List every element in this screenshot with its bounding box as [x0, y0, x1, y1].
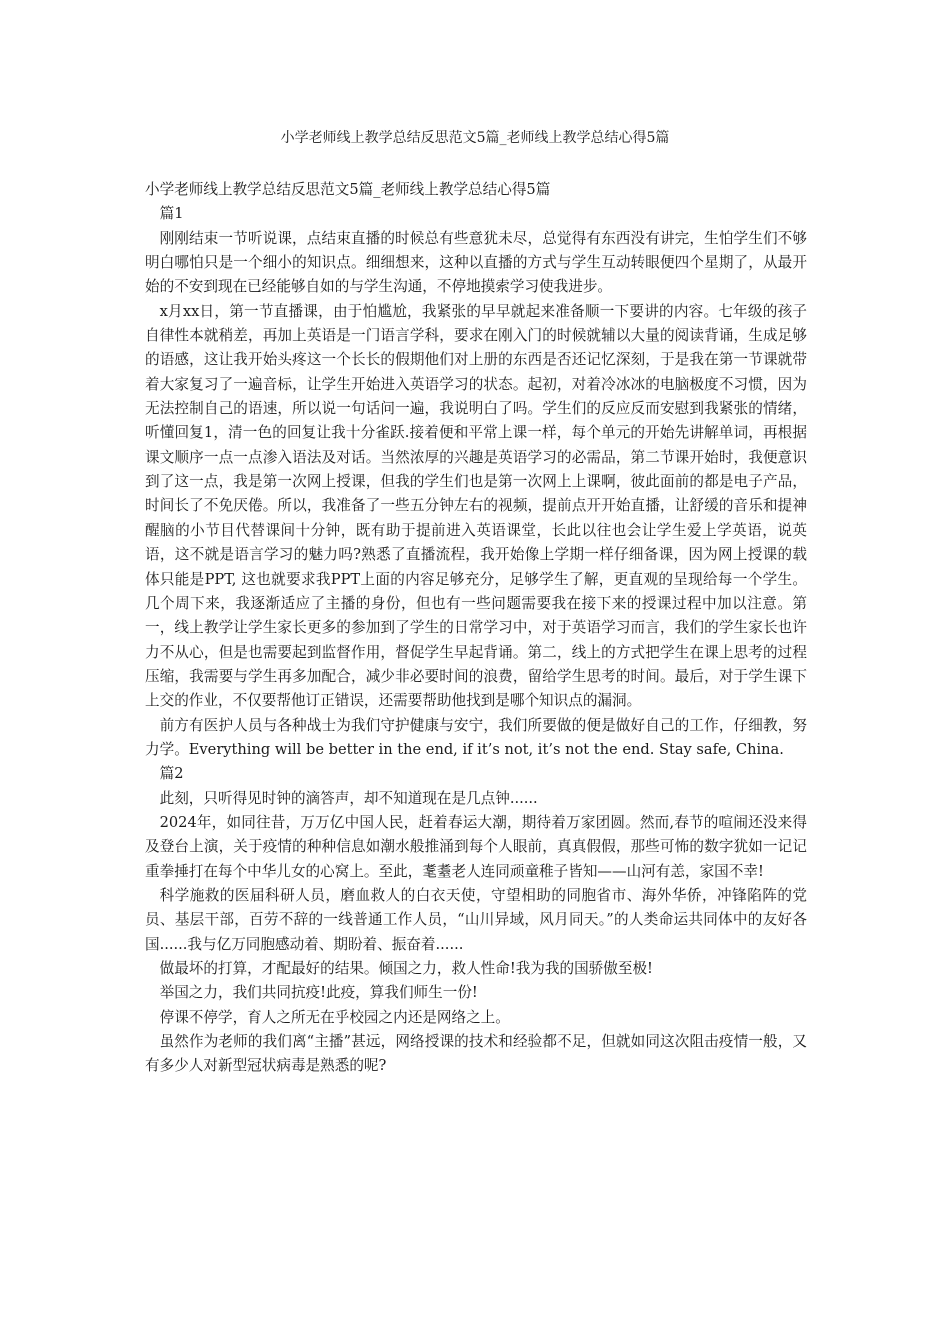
paragraph: 举国之力，我们共同抗疫!此疫，算我们师生一份!	[159, 984, 478, 1002]
paragraph: 前方有医护人员与各种战士为我们守护健康与安宁，我们所要做的便是做好自己的工作，仔细教，努力学。Everything will be better in the end, if it’s not, it’s not the end. Stay safe, China.	[145, 716, 807, 758]
paragraph: x月xx日，第一节直播课，由于怕尴尬，我紧张的早早就起来准备顺一下要讲的内容。七年级的孩子自律性本就稍差，再加上英语是一门语言学科，要求在刚入门的时候就辅以大量的阅读背诵，生成足够的语感，这让我开始头疼这一个长长的假期他们对上册的东西是否还记忆深刻，于是我在第一节课就带着大家复习了一遍音标，让学生开始进入英语学习的状态。起初，对着冷冰冰的电脑极度不习惯，因为无法控制自己的语速，所以说一句话问一遍，我说明白了吗。学生们的反应反而安慰到我紧张的情绪，听懂回复1，清一色的回复让我十分雀跃.接着便和平常上课一样，每个单元的开始先讲解单词，再根据课文顺序一点一点渗入语法及对话。当然浓厚的兴趣是英语学习的必需品，第二节课开始时，我便意识到了这一点，我是第一次网上授课，但我的学生们也是第一次网上上课啊，彼此面前的都是电子产品，时间长了不免厌倦。所以，我准备了一些五分钟左右的视频，提前点开开始直播，让舒缓的音乐和提神醒脑的小节目代替课间十分钟，既有助于提前进入英语课堂，长此以往也会让学生爱上学英语，说英语，这不就是语言学习的魅力吗?熟悉了直播流程，我开始像上学期一样仔细备课，因为网上授课的载体只能是PPT, 这也就要求我PPT上面的内容足够充分，足够学生了解，更直观的呈现给每一个学生。几个周下来，我逐渐适应了主播的身份，但也有一些问题需要我在接下来的授课过程中加以注意。第一，线上教学让学生家长更多的参加到了学生的日常学习中，对于英语学习而言，我们的学生家长也许力不从心，但是也需要起到监督作用，督促学生早起背诵。第二，线上的方式把学生在课上思考的过程压缩，我需要与学生再多加配合，减少非必要时间的浪费，留给学生思考的时间。最后，对于学生课下上交的作业，不仅要帮他订正错误，还需要帮助他找到是哪个知识点的漏洞。	[145, 302, 807, 710]
paragraph: 刚刚结束一节听说课，点结束直播的时候总有些意犹未尽，总觉得有东西没有讲完，生怕学生们不够明白哪怕只是一个细小的知识点。细细想来，这种以直播的方式与学生互动转眼便四个星期了，从最开始的不安到现在已经能够自如的与学生沟通，不停地摸索学习使我进步。	[145, 229, 807, 296]
document-title: 小学老师线上教学总结反思范文5篇_老师线上教学总结心得5篇	[280, 130, 670, 146]
document-subtitle: 小学老师线上教学总结反思范文5篇_老师线上教学总结心得5篇	[145, 181, 551, 198]
paragraph: 停课不停学，育人之所无在乎校园之内还是网络之上。	[159, 1008, 510, 1026]
section-heading: 篇1	[159, 205, 184, 223]
paragraph: 做最坏的打算，才配最好的结果。倾国之力，救人性命!我为我的国骄傲至极!	[159, 960, 653, 977]
paragraph: 2024年，如同往昔，万万亿中国人民，赶着春运大潮，期待着万家团圆。然而,春节的喧闹还没来得及登台上演，关于疫情的种种信息如潮水般推涌到每个人眼前，真真假假，那些可怖的数字犹如一记记重拳捶打在每个中华儿女的心窝上。至此，耄耋老人连同顽童稚子皆知——山河有恙，家国不幸!	[145, 813, 807, 880]
paragraph: 虽然作为老师的我们离“主播”甚远，网络授课的技术和经验都不足，但就如同这次阻击疫情一般，又有多少人对新型冠状病毒是熟悉的呢?	[145, 1033, 807, 1075]
section-heading: 篇2	[159, 765, 184, 783]
document-body	[145, 178, 807, 1079]
paragraph: 此刻，只听得见时钟的滴答声，却不知道现在是几点钟......	[159, 789, 538, 807]
paragraph: 科学施救的医届科研人员，磨血救人的白衣天使，守望相助的同胞省市、海外华侨，冲锋陷阵的党员、基层干部，百劳不辞的一线普通工作人员，“山川异域，风月同天。”的人类命运共同体中的友好各国......我与亿万同胞感动着、期盼着、振奋着......	[145, 886, 807, 953]
